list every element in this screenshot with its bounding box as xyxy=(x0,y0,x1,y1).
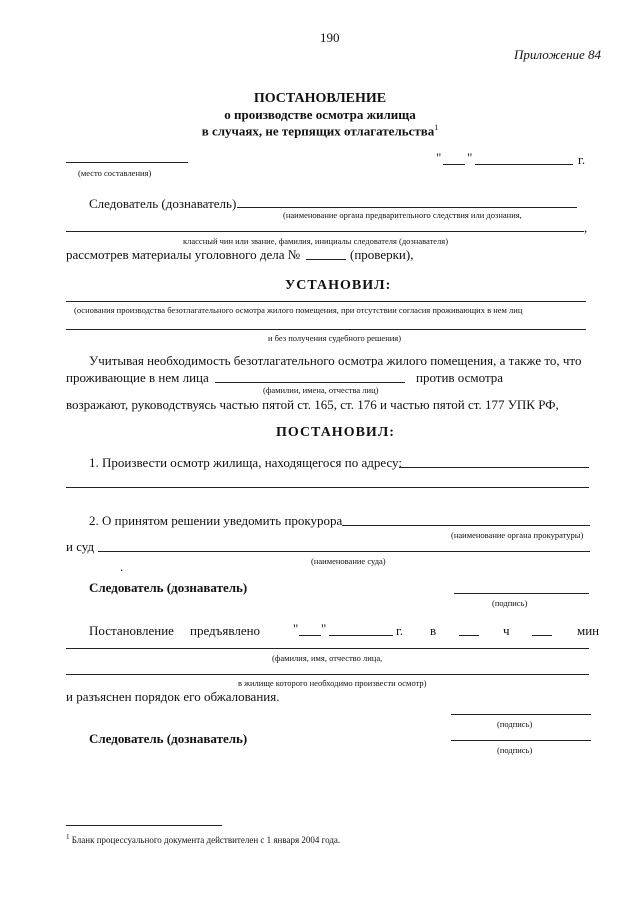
footnote-mark: 1 xyxy=(66,833,70,841)
grounds-caption2: и без получения судебного решения) xyxy=(268,333,402,343)
footnote-text: Бланк процессуального документа действителен с 1 января 2004 года. xyxy=(71,835,341,845)
names-caption: (фамилии, имена, отчества лиц) xyxy=(263,385,379,395)
signature2-caption: (подпись) xyxy=(497,719,533,729)
title-footnote-mark: 1 xyxy=(434,123,439,132)
presented-day-field[interactable] xyxy=(299,635,321,636)
appendix-label: Приложение 84 xyxy=(514,47,602,62)
presented-quote2: " xyxy=(321,621,327,636)
presented-minutes: мин xyxy=(577,623,600,638)
person-caption2: в жилище которого необходимо произвести осмотр) xyxy=(238,678,427,688)
address-field-2[interactable] xyxy=(66,487,589,488)
resolved-heading: ПОСТАНОВИЛ: xyxy=(276,425,395,440)
signature1-field[interactable] xyxy=(454,593,589,594)
residents-label: проживающие в нем лица xyxy=(66,370,209,385)
date-quote-close: " xyxy=(467,150,473,165)
case-number-field[interactable] xyxy=(306,259,346,260)
document-subtitle-line2 xyxy=(0,123,640,139)
case-text-end: (проверки), xyxy=(350,247,414,262)
date-month-field[interactable] xyxy=(475,164,573,165)
presented-month-field[interactable] xyxy=(329,635,393,636)
resolution-item2: 2. О принятом решении уведомить прокурора xyxy=(89,513,343,528)
signature3-field[interactable] xyxy=(451,740,591,741)
signature2-field[interactable] xyxy=(451,714,591,715)
prosecutor-caption: (наименование органа прокуратуры) xyxy=(451,530,584,540)
person-name-field-2[interactable] xyxy=(66,674,589,675)
signature1-caption: (подпись) xyxy=(492,598,528,608)
footnote xyxy=(66,833,340,845)
investigator-field-2[interactable] xyxy=(66,231,584,232)
court-field[interactable] xyxy=(98,551,590,552)
investigator-comma: , xyxy=(584,220,588,235)
date-year-suffix: г. xyxy=(578,152,586,167)
court-label: и суд xyxy=(66,539,95,554)
presented-quote1: " xyxy=(293,621,299,636)
presented-year: г. xyxy=(396,623,404,638)
date-day-field[interactable] xyxy=(443,164,465,165)
person-name-field[interactable] xyxy=(66,648,589,649)
considering-line3: возражают, руководствуясь частью пятой ст. 165, ст. 176 и частью пятой ст. 177 УПК РФ, xyxy=(66,397,559,412)
investigator-caption2: классный чин или звание, фамилия, инициалы следователя (дознавателя) xyxy=(183,236,449,246)
presented-word2: предъявлено xyxy=(190,623,261,638)
grounds-field-2[interactable] xyxy=(66,329,586,330)
prosecutor-field[interactable] xyxy=(342,525,590,526)
against-inspection: против осмотра xyxy=(416,370,504,385)
page-number: 190 xyxy=(320,30,340,45)
document-title: ПОСТАНОВЛЕНИЕ xyxy=(253,91,387,106)
signature3-label: Следователь (дознаватель) xyxy=(89,731,248,746)
date-quote-open: " xyxy=(436,150,442,165)
established-heading: УСТАНОВИЛ: xyxy=(285,278,392,293)
grounds-field-1[interactable] xyxy=(66,301,586,302)
footnote-divider xyxy=(66,825,222,826)
subtitle-text: в случаях, не терпящих отлагательства xyxy=(201,123,435,139)
place-field[interactable] xyxy=(66,162,188,163)
case-text-start: рассмотрев материалы уголовного дела № xyxy=(66,247,301,262)
stray-dot: . xyxy=(120,559,124,574)
court-caption: (наименование суда) xyxy=(311,556,386,566)
presented-hours: ч xyxy=(503,623,510,638)
resolution-item1: 1. Произвести осмотр жилища, находящегося по адресу: xyxy=(89,455,402,470)
investigator-field[interactable] xyxy=(237,207,577,208)
signature3-caption: (подпись) xyxy=(497,745,533,755)
presented-at: в xyxy=(430,623,437,638)
investigator-label: Следователь (дознаватель) xyxy=(89,196,237,211)
presented-minutes-field[interactable] xyxy=(532,635,552,636)
investigator-caption1: (наименование органа предварительного следствия или дознания, xyxy=(283,210,522,220)
person-caption1: (фамилия, имя, отчество лица, xyxy=(272,653,383,663)
presented-hours-field[interactable] xyxy=(459,635,479,636)
residents-names-field[interactable] xyxy=(215,382,405,383)
explained-text: и разъяснен порядок его обжалования. xyxy=(66,689,280,704)
address-field-1[interactable] xyxy=(399,467,589,468)
grounds-caption1: (основания производства безотлагательного осмотра жилого помещения, при отсутствии согласия проживающих в нем лиц xyxy=(74,305,523,315)
document-subtitle-line1: о производстве осмотра жилища xyxy=(224,107,416,122)
considering-line1: Учитывая необходимость безотлагательного осмотра жилого помещения, а также то, что xyxy=(89,353,582,368)
presented-word1: Постановление xyxy=(89,623,174,638)
signature1-label: Следователь (дознаватель) xyxy=(89,580,248,595)
place-caption: (место составления) xyxy=(78,168,152,178)
